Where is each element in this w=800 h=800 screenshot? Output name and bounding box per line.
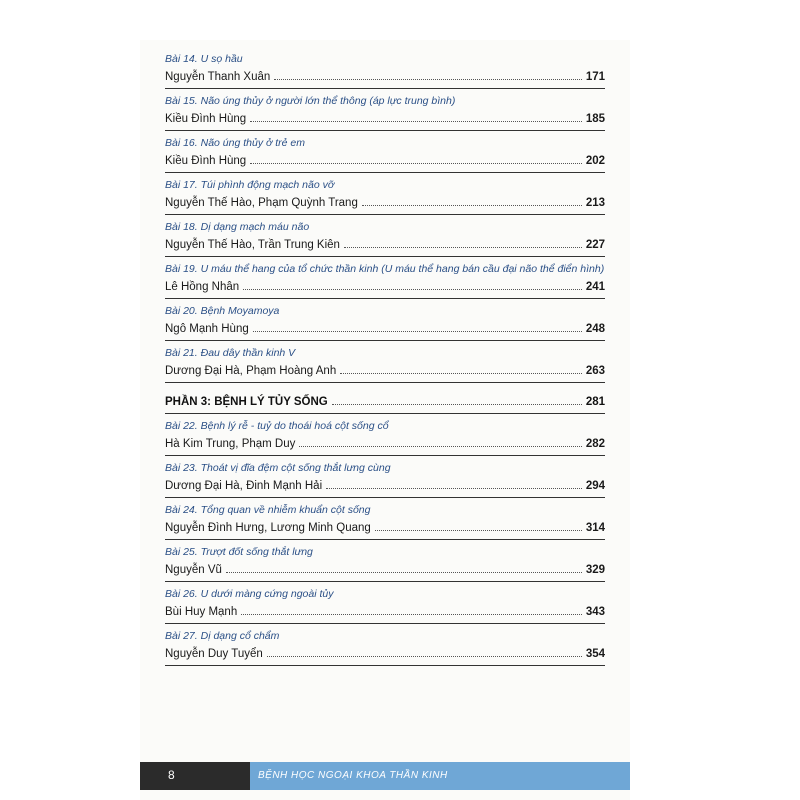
toc-entry xyxy=(165,624,605,666)
page-number: 263 xyxy=(585,365,605,377)
page-number: 202 xyxy=(585,155,605,167)
page-number: 282 xyxy=(585,438,605,450)
dot-leader xyxy=(340,373,582,374)
dot-leader xyxy=(362,205,582,206)
toc-entry xyxy=(165,173,605,215)
dot-leader xyxy=(241,614,582,615)
author-name: Lê Hồng Nhân xyxy=(165,281,240,293)
author-row xyxy=(165,234,605,257)
page-number: 227 xyxy=(585,239,605,251)
footer-page-block xyxy=(140,762,250,790)
author-name: Nguyễn Vũ xyxy=(165,564,222,576)
dot-leader xyxy=(253,331,582,332)
lesson-title: Bài 14. U sọ hầu xyxy=(165,53,243,65)
table-of-contents xyxy=(165,47,605,666)
author-name: Ngô Mạnh Hùng xyxy=(165,323,249,335)
dot-leader xyxy=(326,488,582,489)
author-name: Nguyễn Đình Hưng, Lương Minh Quang xyxy=(165,522,371,534)
lesson-title: Bài 25. Trượt đốt sống thắt lưng xyxy=(165,546,313,558)
author-row xyxy=(165,517,605,540)
author-row xyxy=(165,601,605,624)
lesson-title: Bài 20. Bệnh Moyamoya xyxy=(165,305,280,317)
footer-book-title: BỆNH HỌC NGOẠI KHOA THẦN KINH xyxy=(258,770,448,781)
footer-title-band xyxy=(250,762,630,790)
dot-leader xyxy=(375,530,582,531)
lesson-title: Bài 26. U dưới màng cứng ngoài tủy xyxy=(165,588,334,600)
author-name: Hà Kim Trung, Phạm Duy xyxy=(165,438,296,450)
toc-entry xyxy=(165,215,605,257)
author-row xyxy=(165,433,605,456)
author-name: Kiều Đình Hùng xyxy=(165,155,247,167)
dot-leader xyxy=(274,79,582,80)
toc-entry xyxy=(165,257,605,299)
author-row xyxy=(165,192,605,215)
dot-leader xyxy=(344,247,582,248)
dot-leader xyxy=(332,404,582,405)
author-name: Nguyễn Thế Hào, Trần Trung Kiên xyxy=(165,239,340,251)
toc-entry xyxy=(165,341,605,383)
author-name: Nguyễn Thanh Xuân xyxy=(165,71,271,83)
author-row xyxy=(165,475,605,498)
author-name: Nguyễn Thế Hào, Phạm Quỳnh Trang xyxy=(165,197,358,209)
toc-entry xyxy=(165,498,605,540)
toc-entry xyxy=(165,414,605,456)
author-row xyxy=(165,66,605,89)
part-page: 281 xyxy=(585,396,605,408)
page-number: 294 xyxy=(585,480,605,492)
author-name: Bùi Huy Mạnh xyxy=(165,606,238,618)
dot-leader xyxy=(250,163,582,164)
page-number: 248 xyxy=(585,323,605,335)
lesson-title: Bài 22. Bệnh lý rễ - tuỷ do thoái hoá cột sống cổ xyxy=(165,420,389,432)
page-number: 343 xyxy=(585,606,605,618)
toc-entry xyxy=(165,540,605,582)
author-row xyxy=(165,643,605,666)
lesson-title: Bài 16. Não úng thủy ở trẻ em xyxy=(165,137,306,149)
toc-entry xyxy=(165,582,605,624)
dot-leader xyxy=(299,446,581,447)
page-number: 314 xyxy=(585,522,605,534)
dot-leader xyxy=(267,656,582,657)
author-row xyxy=(165,559,605,582)
author-row xyxy=(165,276,605,299)
author-name: Kiều Đình Hùng xyxy=(165,113,247,125)
dot-leader xyxy=(226,572,582,573)
lesson-title: Bài 27. Dị dạng cổ chẩm xyxy=(165,630,280,642)
lesson-title: Bài 17. Túi phình động mạch não vỡ xyxy=(165,179,335,191)
page-number: 354 xyxy=(585,648,605,660)
toc-entry xyxy=(165,456,605,498)
lesson-title: Bài 21. Đau dây thần kinh V xyxy=(165,347,296,359)
page-number: 329 xyxy=(585,564,605,576)
toc-entry xyxy=(165,131,605,173)
lesson-title: Bài 24. Tổng quan về nhiễm khuẩn cột sống xyxy=(165,504,371,516)
page-footer xyxy=(140,762,630,790)
part-heading xyxy=(165,383,605,414)
lesson-title: Bài 18. Dị dạng mạch máu não xyxy=(165,221,310,233)
page-number: 171 xyxy=(585,71,605,83)
page-number: 241 xyxy=(585,281,605,293)
page-number: 185 xyxy=(585,113,605,125)
dot-leader xyxy=(243,289,582,290)
footer-page-number: 8 xyxy=(168,768,175,782)
lesson-title: Bài 23. Thoát vị đĩa đệm cột sống thắt lưng cùng xyxy=(165,462,391,474)
author-row xyxy=(165,360,605,383)
toc-entry xyxy=(165,299,605,341)
author-row xyxy=(165,150,605,173)
author-row xyxy=(165,318,605,341)
author-row xyxy=(165,108,605,131)
dot-leader xyxy=(250,121,582,122)
page-number: 213 xyxy=(585,197,605,209)
author-name: Nguyễn Duy Tuyển xyxy=(165,648,263,660)
toc-entry xyxy=(165,47,605,89)
toc-entry xyxy=(165,89,605,131)
lesson-title: Bài 15. Não úng thủy ở người lớn thể thông (áp lực trung bình) xyxy=(165,95,456,107)
lesson-title: Bài 19. U máu thể hang của tổ chức thần kinh (U máu thể hang bán cầu đại não thể điển hình) xyxy=(165,263,605,275)
author-name: Dương Đại Hà, Phạm Hoàng Anh xyxy=(165,365,337,377)
author-name: Dương Đại Hà, Đinh Mạnh Hải xyxy=(165,480,323,492)
part-title: PHẦN 3: BỆNH LÝ TỦY SỐNG xyxy=(165,396,328,408)
